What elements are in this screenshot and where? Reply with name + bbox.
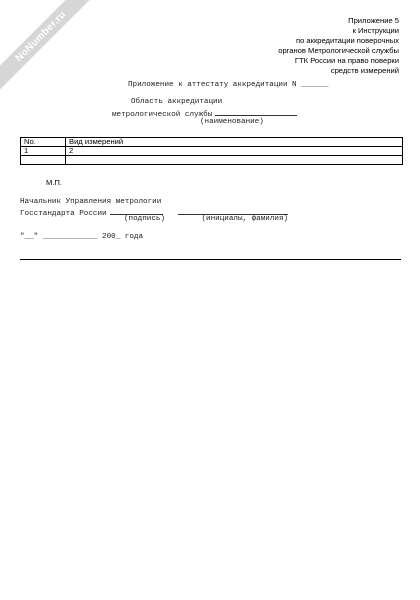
signature-blank	[110, 207, 163, 215]
name-caption: (наименование)	[200, 118, 264, 126]
signature-captions	[124, 215, 288, 223]
metrology-service-label: метрологической службы	[112, 111, 213, 119]
stamp-placeholder: М.П.	[46, 178, 63, 187]
date-line: "__" ____________ 200_ года	[20, 233, 144, 241]
appendix-header	[199, 16, 399, 76]
column-header-number: No.	[21, 138, 66, 147]
table-row	[21, 156, 403, 165]
caption-initials: (инициалы, фамилия)	[201, 215, 289, 223]
signatory-org: Госстандарта России	[20, 210, 107, 218]
header-line: по аккредитации поверочных	[295, 36, 399, 45]
watermark-ribbon	[0, 0, 107, 103]
header-line: органов Метрологической службы	[278, 46, 399, 55]
signatory-title: Начальник Управления метрологии	[20, 198, 162, 206]
measurement-table	[20, 137, 403, 165]
header-line: ГТК России на право поверки	[294, 56, 399, 65]
accreditation-area-label: Область аккредитации	[131, 98, 223, 106]
name-blank	[215, 108, 297, 116]
bottom-divider	[20, 259, 401, 260]
table-cell: 2	[66, 147, 403, 156]
header-line: к Инструкции	[352, 26, 399, 35]
table-header-row	[21, 138, 403, 147]
watermark-text: NoNumber.ru	[13, 9, 69, 64]
table-cell	[21, 156, 66, 165]
header-line: Приложение 5	[348, 16, 399, 25]
caption-signature: (подпись)	[124, 215, 166, 223]
table-cell: 1	[21, 147, 66, 156]
annex-title: Приложение к аттестату аккредитации N ______	[128, 81, 329, 89]
table-cell	[66, 156, 403, 165]
column-header-measurement-type: Вид измерений	[66, 138, 403, 147]
initials-blank	[178, 207, 288, 215]
table-row	[21, 147, 403, 156]
header-line: средств измерений	[330, 66, 399, 75]
